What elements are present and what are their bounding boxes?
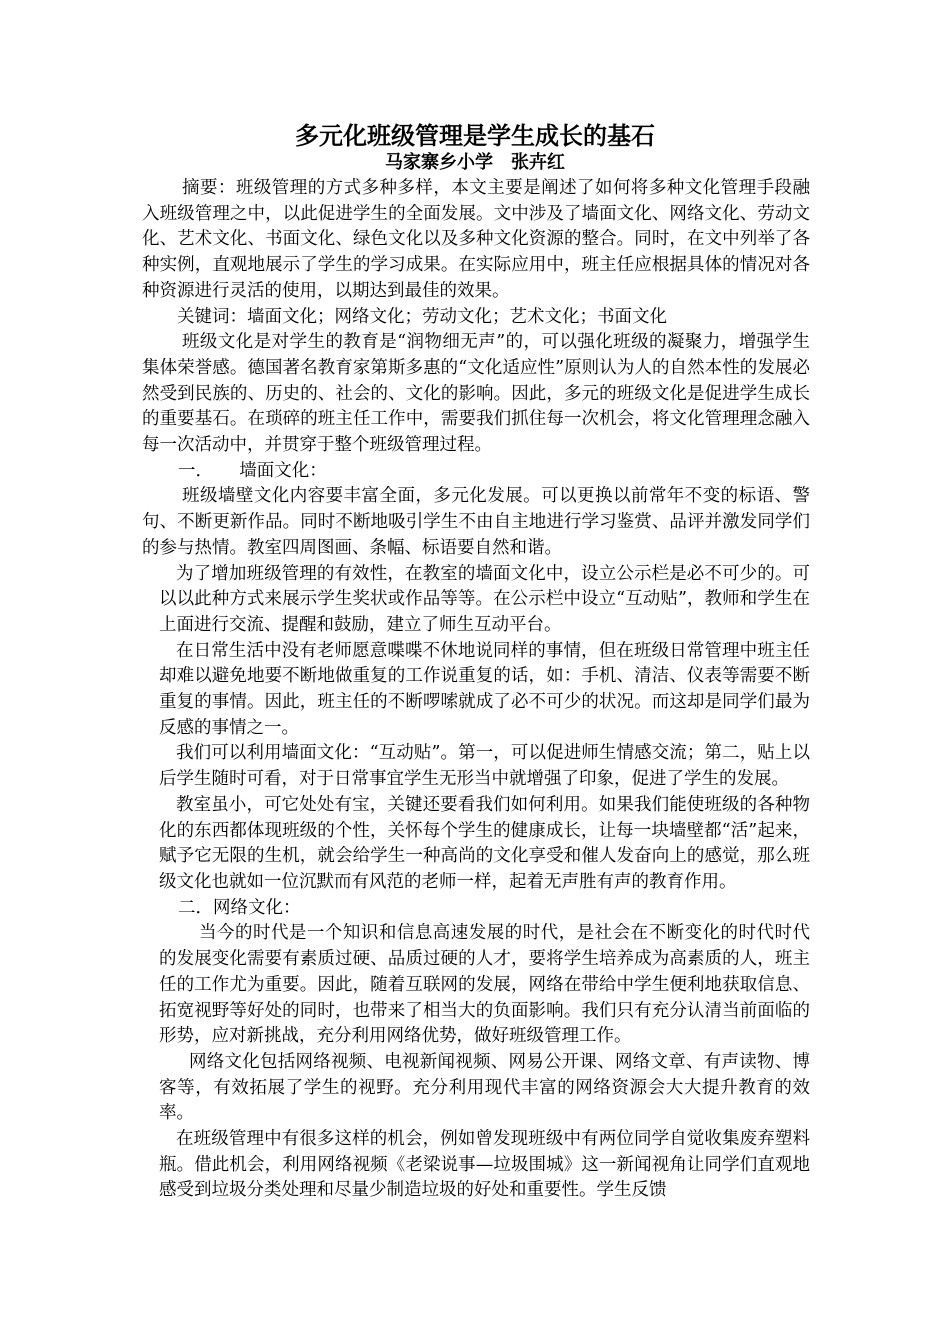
body-paragraph: 为了增加班级管理的有效性，在教室的墙面文化中，设立公示栏是必不可少的。可以以此种方式来展示学生奖状或作品等等。在公示栏中设立“互动贴”，教师和学生在上面进行交流、提醒和鼓励，建立了师生互动平台。 [159, 563, 810, 635]
body-paragraph: 当今的时代是一个知识和信息高速发展的时代，是社会在不断变化的时代时代的发展变化需要有素质过硬、品质过硬的人才，要将学生培养成为高素质的人，班主任的工作尤为重要。因此，随着互联网的发展，网络在带给中学生便利地获取信息、拓宽视野等好处的同时，也带来了相当大的负面影响。我们只有充分认清当前面临的形势，应对新挑战，充分利用网络优势，做好班级管理工作。 [159, 923, 810, 1047]
body-paragraph: 在班级管理中有很多这样的机会，例如曾发现班级中有两位同学自觉收集废弃塑料瓶。借此机会，利用网络视频《老梁说事—垃圾围城》这一新闻视角让同学们直观地感受到垃圾分类处理和尽量少制造垃圾的好处和重要性。学生反馈 [159, 1129, 810, 1201]
section-heading-wall-culture: 一． 墙面文化： [178, 460, 327, 481]
body-paragraph: 我们可以利用墙面文化：“互动贴”。第一，可以促进师生情感交流；第二，贴上以后学生随时可看，对于日常事宜学生无形当中就增强了印象，促进了学生的发展。 [159, 743, 810, 790]
abstract-paragraph: 摘要：班级管理的方式多种多样，本文主要是阐述了如何将多种文化管理手段融入班级管理之中，以此促进学生的全面发展。文中涉及了墙面文化、网络文化、劳动文化、艺术文化、书面文化、绿色文化以及多种文化资源的整合。同时，在文中列举了各种实例，直观地展示了学生的学习成果。在实际应用中，班主任应根据具体的情况对各种资源进行灵活的使用，以期达到最佳的效果。 [142, 178, 810, 301]
document-title: 多元化班级管理是学生成长的基石 [295, 122, 655, 150]
author-line: 马家寨乡小学 张卉红 [385, 152, 565, 173]
keywords-paragraph: 关键词：墙面文化；网络文化；劳动文化；艺术文化；书面文化 [177, 306, 667, 327]
intro-paragraph: 班级文化是对学生的教育是“润物细无声”的，可以强化班级的凝聚力，增强学生集体荣誉感。德国著名教育家第斯多惠的“文化适应性”原则认为人的自然本性的发展必然受到民族的、历史的、社会的、文化的影响。因此，多元的班级文化是促进学生成长的重要基石。在琐碎的班主任工作中，需要我们抓住每一次机会，将文化管理理念融入每一次活动中，并贯穿于整个班级管理过程。 [142, 332, 810, 456]
document-body [142, 176, 810, 1204]
body-paragraph: 网络文化包括网络视频、电视新闻视频、网易公开课、网络文章、有声读物、博客等，有效拓展了学生的视野。充分利用现代丰富的网络资源会大大提升教育的效率。 [159, 1051, 810, 1124]
body-paragraph: 在日常生活中没有老师愿意喋喋不休地说同样的事情，但在班级日常管理中班主任却难以避免地要不断地做重复的工作说重复的话，如：手机、清洁、仪表等需要不断重复的事情。因此，班主任的不断啰嗦就成了必不可少的状况。而这却是同学们最为反感的事情之一。 [159, 640, 810, 738]
body-paragraph: 教室虽小，可它处处有宝，关键还要看我们如何利用。如果我们能使班级的各种物化的东西都体现班级的个性，关怀每个学生的健康成长，让每一块墙壁都“活”起来，赋予它无限的生机，就会给学生一种高尚的文化享受和催人发奋向上的感觉，那么班级文化也就如一位沉默而有风范的老师一样，起着无声胜有声的教育作用。 [159, 794, 810, 892]
section-heading-network-culture: 二．网络文化： [178, 897, 301, 918]
body-paragraph: 班级墙壁文化内容要丰富全面，多元化发展。可以更换以前常年不变的标语、警句、不断更新作品。同时不断地吸引学生不由自主地进行学习鉴赏、品评并激发同学们的参与热情。教室四周图画、条幅、标语要自然和谐。 [142, 486, 810, 558]
